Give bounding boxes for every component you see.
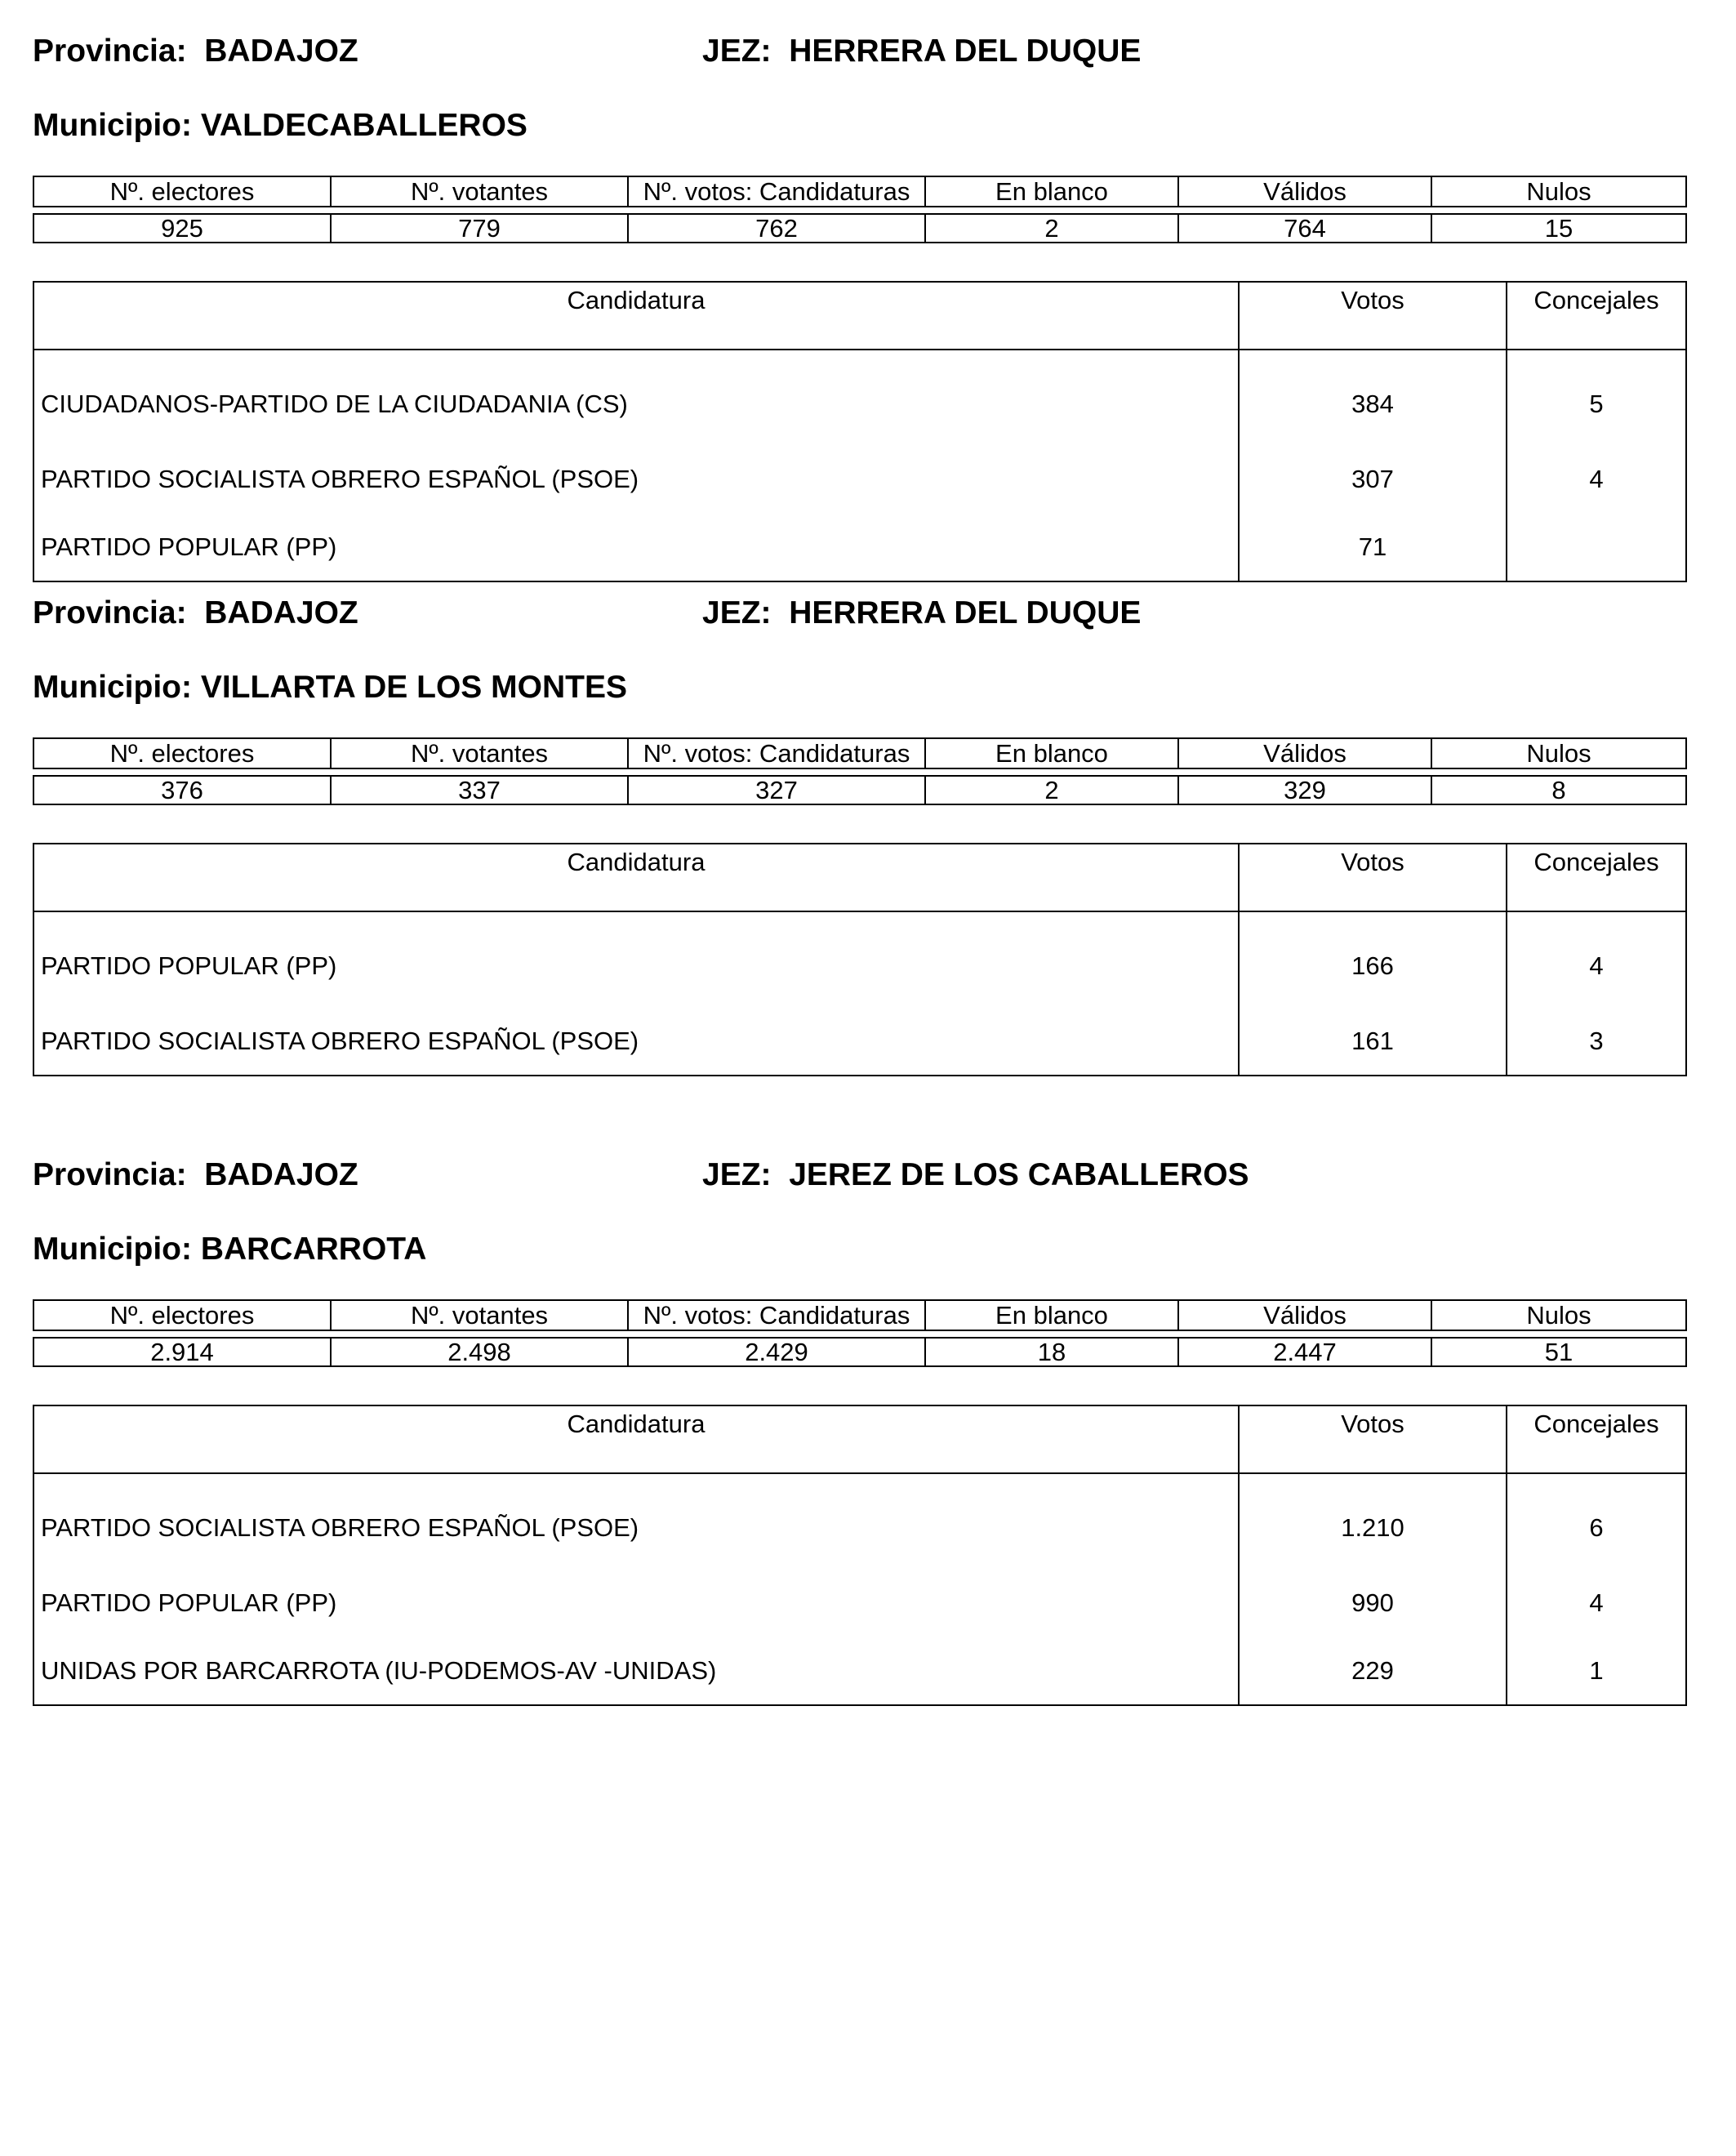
provincia-heading (33, 31, 358, 72)
summary-header-cell: Válidos (1178, 738, 1431, 768)
summary-value-cell: 337 (331, 776, 628, 804)
summary-value-cell: 2 (925, 214, 1178, 243)
votos-value: 71 (1239, 513, 1507, 581)
jez-label: JEZ: (702, 595, 772, 630)
summary-value-cell: 8 (1431, 776, 1686, 804)
municipio-value: VALDECABALLEROS (200, 108, 527, 143)
table-row (33, 1473, 1686, 1569)
summary-value-cell: 764 (1178, 214, 1431, 243)
summary-value-cell: 376 (33, 776, 331, 804)
jez-heading (702, 1155, 1249, 1196)
summary-header-cell: Nº. votantes (331, 738, 628, 768)
section-header (33, 593, 1685, 634)
municipio-value: VILLARTA DE LOS MONTES (200, 670, 627, 705)
concejales-value: 4 (1589, 951, 1604, 980)
table-row (33, 445, 1686, 513)
votos-value: 1.210 (1239, 1473, 1507, 1569)
summary-value-row (33, 776, 1686, 804)
summary-value-cell: 327 (628, 776, 925, 804)
provincia-label: Provincia: (33, 1157, 187, 1192)
concejales-header: Concejales (1507, 844, 1686, 911)
summary-value-cell: 779 (331, 214, 628, 243)
summary-header-cell: Nº. electores (33, 738, 331, 768)
concejales-value: 1 (1589, 1655, 1604, 1685)
jez-heading (702, 31, 1141, 72)
candidaturas-table (33, 281, 1687, 582)
jez-value: HERRERA DEL DUQUE (789, 33, 1142, 69)
votos-value: 384 (1239, 350, 1507, 445)
summary-value-cell: 2.447 (1178, 1338, 1431, 1366)
concejales-value (1507, 513, 1686, 581)
section-header (33, 31, 1685, 72)
summary-header-cell: En blanco (925, 1300, 1178, 1330)
table-row (33, 911, 1686, 1007)
summary-value-row (33, 214, 1686, 243)
summary-table (33, 1299, 1687, 1367)
summary-header-cell: Nulos (1431, 176, 1686, 207)
votos-header: Votos (1239, 282, 1507, 350)
summary-header-row (33, 738, 1686, 768)
summary-value-cell: 2.914 (33, 1338, 331, 1366)
votos-value: 307 (1239, 445, 1507, 513)
summary-value-cell: 51 (1431, 1338, 1686, 1366)
jez-label: JEZ: (702, 1157, 772, 1192)
municipio-heading (33, 667, 627, 708)
summary-value-cell: 762 (628, 214, 925, 243)
summary-value-cell: 15 (1431, 214, 1686, 243)
candidaturas-table (33, 1405, 1687, 1706)
municipio-label: Municipio: (33, 670, 192, 705)
votos-value: 990 (1239, 1569, 1507, 1637)
provincia-value: BADAJOZ (204, 33, 358, 69)
candidatura-name: CIUDADANOS-PARTIDO DE LA CIUDADANIA (CS) (33, 350, 1239, 445)
summary-header-cell: Válidos (1178, 1300, 1431, 1330)
concejales-header: Concejales (1507, 1405, 1686, 1473)
table-row (33, 1637, 1686, 1705)
summary-table (33, 176, 1687, 243)
summary-header-row (33, 1300, 1686, 1330)
votos-value: 229 (1239, 1637, 1507, 1705)
summary-header-cell: Nulos (1431, 738, 1686, 768)
summary-value-cell: 2.498 (331, 1338, 628, 1366)
votos-value: 161 (1239, 1007, 1507, 1076)
concejales-value: 3 (1589, 1026, 1604, 1055)
provincia-label: Provincia: (33, 33, 187, 69)
jez-value: HERRERA DEL DUQUE (789, 595, 1142, 630)
jez-label: JEZ: (702, 33, 772, 69)
candidatura-name: PARTIDO POPULAR (PP) (33, 513, 1239, 581)
summary-header-cell: Válidos (1178, 176, 1431, 207)
summary-header-cell: Nº. electores (33, 1300, 331, 1330)
concejales-header: Concejales (1507, 282, 1686, 350)
summary-value-cell: 329 (1178, 776, 1431, 804)
provincia-heading (33, 593, 358, 634)
concejales-value: 6 (1589, 1513, 1604, 1542)
provincia-heading (33, 1155, 358, 1196)
candidaturas-header-row (33, 844, 1686, 911)
jez-value: JEREZ DE LOS CABALLEROS (789, 1157, 1249, 1192)
candidatura-name: PARTIDO POPULAR (PP) (33, 1569, 1239, 1637)
concejales-value: 4 (1589, 1588, 1604, 1617)
votos-header: Votos (1239, 844, 1507, 911)
votos-header: Votos (1239, 1405, 1507, 1473)
summary-header-cell: Nº. electores (33, 176, 331, 207)
table-row (33, 1007, 1686, 1076)
candidatura-header: Candidatura (33, 1405, 1239, 1473)
municipio-heading (33, 105, 527, 146)
summary-table (33, 737, 1687, 805)
table-row (33, 513, 1686, 581)
provincia-value: BADAJOZ (204, 595, 358, 630)
candidatura-name: PARTIDO POPULAR (PP) (33, 911, 1239, 1007)
candidatura-name: PARTIDO SOCIALISTA OBRERO ESPAÑOL (PSOE) (33, 445, 1239, 513)
summary-value-cell: 18 (925, 1338, 1178, 1366)
municipio-label: Municipio: (33, 108, 192, 143)
summary-value-cell: 2 (925, 776, 1178, 804)
candidatura-name: PARTIDO SOCIALISTA OBRERO ESPAÑOL (PSOE) (33, 1007, 1239, 1076)
candidatura-name: UNIDAS POR BARCARROTA (IU-PODEMOS-AV -UNIDAS) (33, 1637, 1239, 1705)
municipio-label: Municipio: (33, 1232, 192, 1267)
summary-header-row (33, 176, 1686, 207)
summary-header-cell: En blanco (925, 738, 1178, 768)
votos-value: 166 (1239, 911, 1507, 1007)
summary-header-cell: Nº. votos: Candidaturas (628, 1300, 925, 1330)
concejales-value: 4 (1589, 464, 1604, 493)
summary-header-cell: Nº. votantes (331, 176, 628, 207)
candidaturas-table (33, 843, 1687, 1076)
candidatura-header: Candidatura (33, 844, 1239, 911)
candidaturas-header-row (33, 1405, 1686, 1473)
jez-heading (702, 593, 1141, 634)
summary-value-row (33, 1338, 1686, 1366)
section-header (33, 1155, 1685, 1196)
municipio-value: BARCARROTA (200, 1232, 427, 1267)
candidatura-header: Candidatura (33, 282, 1239, 350)
summary-value-cell: 925 (33, 214, 331, 243)
table-row (33, 350, 1686, 445)
provincia-value: BADAJOZ (204, 1157, 358, 1192)
provincia-label: Provincia: (33, 595, 187, 630)
candidaturas-header-row (33, 282, 1686, 350)
summary-value-cell: 2.429 (628, 1338, 925, 1366)
summary-header-cell: Nº. votos: Candidaturas (628, 738, 925, 768)
concejales-value: 5 (1589, 390, 1604, 418)
summary-header-cell: Nulos (1431, 1300, 1686, 1330)
summary-header-cell: Nº. votos: Candidaturas (628, 176, 925, 207)
candidatura-name: PARTIDO SOCIALISTA OBRERO ESPAÑOL (PSOE) (33, 1473, 1239, 1569)
municipio-heading (33, 1229, 426, 1270)
summary-header-cell: En blanco (925, 176, 1178, 207)
summary-header-cell: Nº. votantes (331, 1300, 628, 1330)
table-row (33, 1569, 1686, 1637)
